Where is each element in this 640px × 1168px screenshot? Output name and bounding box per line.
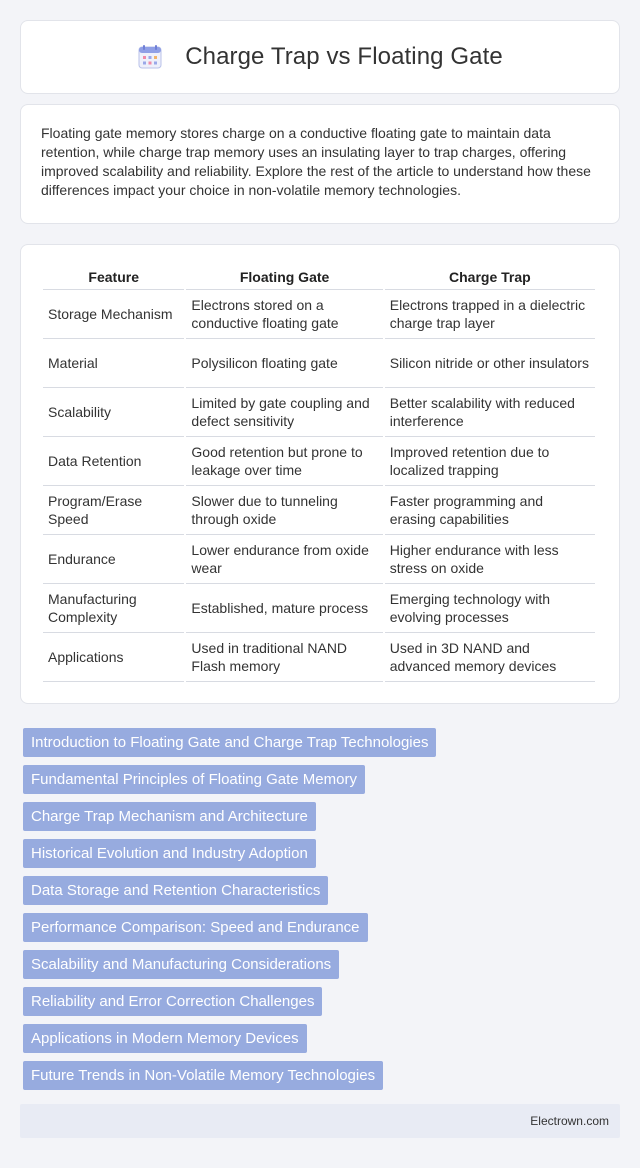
column-header-floating-gate: Floating Gate [186,264,382,290]
table-of-contents [23,728,603,1098]
table-cell: Endurance [43,535,184,584]
table-cell: Improved retention due to localized trapping [385,437,595,486]
toc-link[interactable]: Data Storage and Retention Characteristics [23,876,328,905]
table-row [43,290,595,339]
table-cell: Established, mature process [186,584,382,633]
table-row [43,437,595,486]
table-cell: Electrons trapped in a dielectric charge trap layer [385,290,595,339]
table-cell: Program/Erase Speed [43,486,184,535]
table-cell: Better scalability with reduced interference [385,388,595,437]
toc-link[interactable]: Charge Trap Mechanism and Architecture [23,802,316,831]
table-row [43,584,595,633]
toc-link[interactable]: Scalability and Manufacturing Considerations [23,950,339,979]
column-header-charge-trap: Charge Trap [385,264,595,290]
toc-link[interactable]: Future Trends in Non-Volatile Memory Technologies [23,1061,383,1090]
toc-link[interactable]: Applications in Modern Memory Devices [23,1024,307,1053]
table-cell: Material [43,339,184,388]
table-cell: Applications [43,633,184,682]
table-cell: Limited by gate coupling and defect sensitivity [186,388,382,437]
page-title: Charge Trap vs Floating Gate [185,43,503,70]
header-card [20,20,620,94]
table-cell: Scalability [43,388,184,437]
toc-link[interactable]: Historical Evolution and Industry Adoption [23,839,316,868]
table-cell: Polysilicon floating gate [186,339,382,388]
table-cell: Faster programming and erasing capabilities [385,486,595,535]
table-cell: Used in traditional NAND Flash memory [186,633,382,682]
footer-site-name: Electrown.com [530,1114,609,1128]
toc-link[interactable]: Fundamental Principles of Floating Gate Memory [23,765,365,794]
footer [20,1104,620,1138]
table-cell: Emerging technology with evolving processes [385,584,595,633]
comparison-table [41,264,597,682]
table-cell: Silicon nitride or other insulators [385,339,595,388]
comparison-card [20,244,620,704]
table-cell: Electrons stored on a conductive floating gate [186,290,382,339]
toc-link[interactable]: Reliability and Error Correction Challenges [23,987,322,1016]
toc-link[interactable]: Performance Comparison: Speed and Endurance [23,913,368,942]
table-row [43,388,595,437]
table-cell: Lower endurance from oxide wear [186,535,382,584]
table-cell: Higher endurance with less stress on oxide [385,535,595,584]
intro-card [20,104,620,224]
table-cell: Storage Mechanism [43,290,184,339]
table-header-row [43,264,595,290]
table-cell: Data Retention [43,437,184,486]
toc-link[interactable]: Introduction to Floating Gate and Charge Trap Technologies [23,728,436,757]
intro-paragraph: Floating gate memory stores charge on a conductive floating gate to maintain data retention, while charge trap memory uses an insulating layer to trap charges, offering improved scalability and reliability. Explore the rest of the article to understand how these differences impact your choice in non-volatile memory technologies. [41,125,591,198]
table-cell: Slower due to tunneling through oxide [186,486,382,535]
table-row [43,339,595,388]
table-cell: Used in 3D NAND and advanced memory devices [385,633,595,682]
column-header-feature: Feature [43,264,184,290]
table-cell: Manufacturing Complexity [43,584,184,633]
table-row [43,535,595,584]
table-row [43,633,595,682]
table-cell: Good retention but prone to leakage over time [186,437,382,486]
calendar-grid-icon [137,44,163,70]
table-row [43,486,595,535]
